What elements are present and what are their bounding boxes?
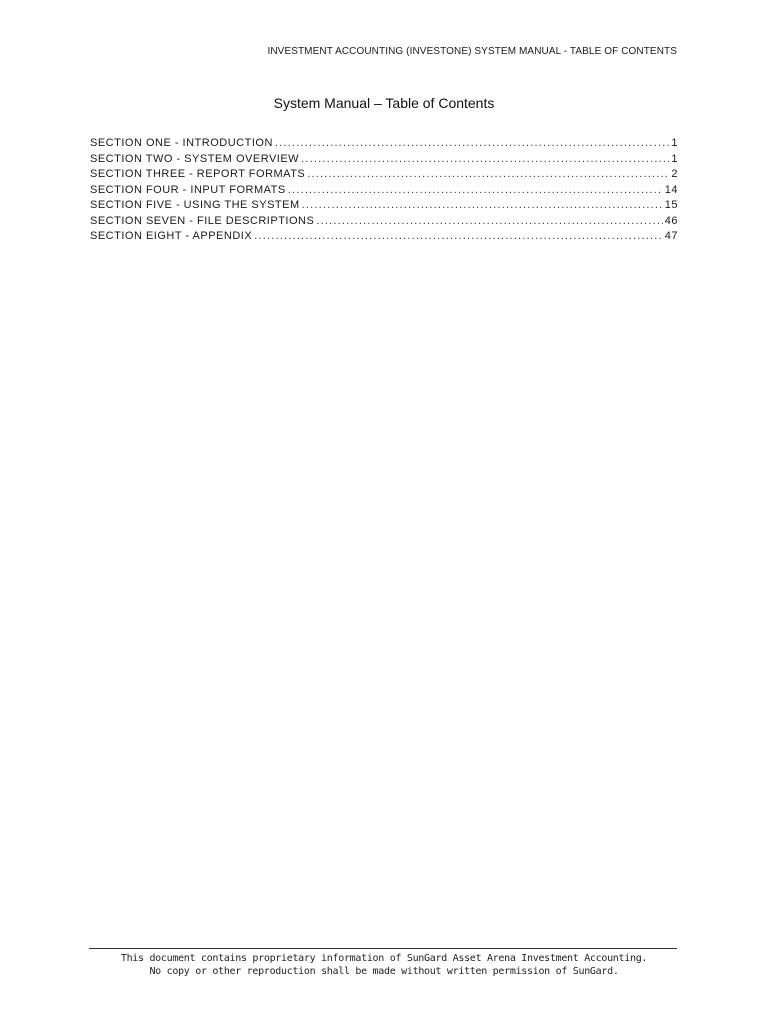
toc-dot-leader bbox=[275, 137, 669, 149]
toc-entry[interactable] bbox=[90, 184, 678, 200]
toc-entry-page: 46 bbox=[664, 214, 678, 227]
toc-entry[interactable] bbox=[90, 153, 678, 169]
toc-dot-leader bbox=[288, 184, 663, 196]
running-header: INVESTMENT ACCOUNTING (INVESTONE) SYSTEM MANUAL - TABLE OF CONTENTS bbox=[267, 46, 677, 57]
toc-dot-leader bbox=[301, 153, 669, 165]
toc-dot-leader bbox=[254, 230, 663, 242]
toc-entry-page: 1 bbox=[671, 152, 678, 165]
page-title: System Manual – Table of Contents bbox=[273, 95, 495, 111]
toc-dot-leader bbox=[302, 199, 663, 211]
toc-entry-label: SECTION TWO - SYSTEM OVERVIEW bbox=[90, 152, 300, 165]
toc-entry-page: 2 bbox=[671, 168, 678, 180]
toc-entry[interactable] bbox=[90, 199, 678, 215]
toc-entry[interactable] bbox=[90, 215, 678, 231]
toc-entry[interactable] bbox=[90, 230, 678, 246]
table-of-contents bbox=[90, 137, 678, 246]
footer-notice bbox=[0, 952, 768, 978]
toc-entry-label: SECTION FOUR - INPUT FORMATS bbox=[90, 183, 286, 196]
toc-entry-label: SECTION SEVEN - FILE DESCRIPTIONS bbox=[90, 214, 315, 227]
footer-line: This document contains proprietary information of SunGard Asset Arena Investment Accounting. bbox=[120, 953, 648, 964]
toc-entry-page: 15 bbox=[664, 199, 678, 211]
toc-entry[interactable] bbox=[90, 168, 678, 184]
footer-divider bbox=[89, 948, 677, 949]
toc-entry-label: SECTION EIGHT - APPENDIX bbox=[90, 230, 253, 242]
toc-entry-page: 1 bbox=[671, 137, 678, 149]
toc-entry[interactable] bbox=[90, 137, 678, 153]
toc-entry-page: 47 bbox=[664, 230, 678, 242]
toc-dot-leader bbox=[307, 168, 669, 180]
toc-entry-label: SECTION ONE - INTRODUCTION bbox=[90, 137, 273, 149]
toc-entry-page: 14 bbox=[664, 183, 678, 196]
toc-dot-leader bbox=[316, 215, 662, 227]
toc-entry-label: SECTION THREE - REPORT FORMATS bbox=[90, 168, 306, 180]
footer-line: No copy or other reproduction shall be made without written permission of SunGard. bbox=[149, 966, 619, 977]
toc-entry-label: SECTION FIVE - USING THE SYSTEM bbox=[90, 199, 300, 211]
